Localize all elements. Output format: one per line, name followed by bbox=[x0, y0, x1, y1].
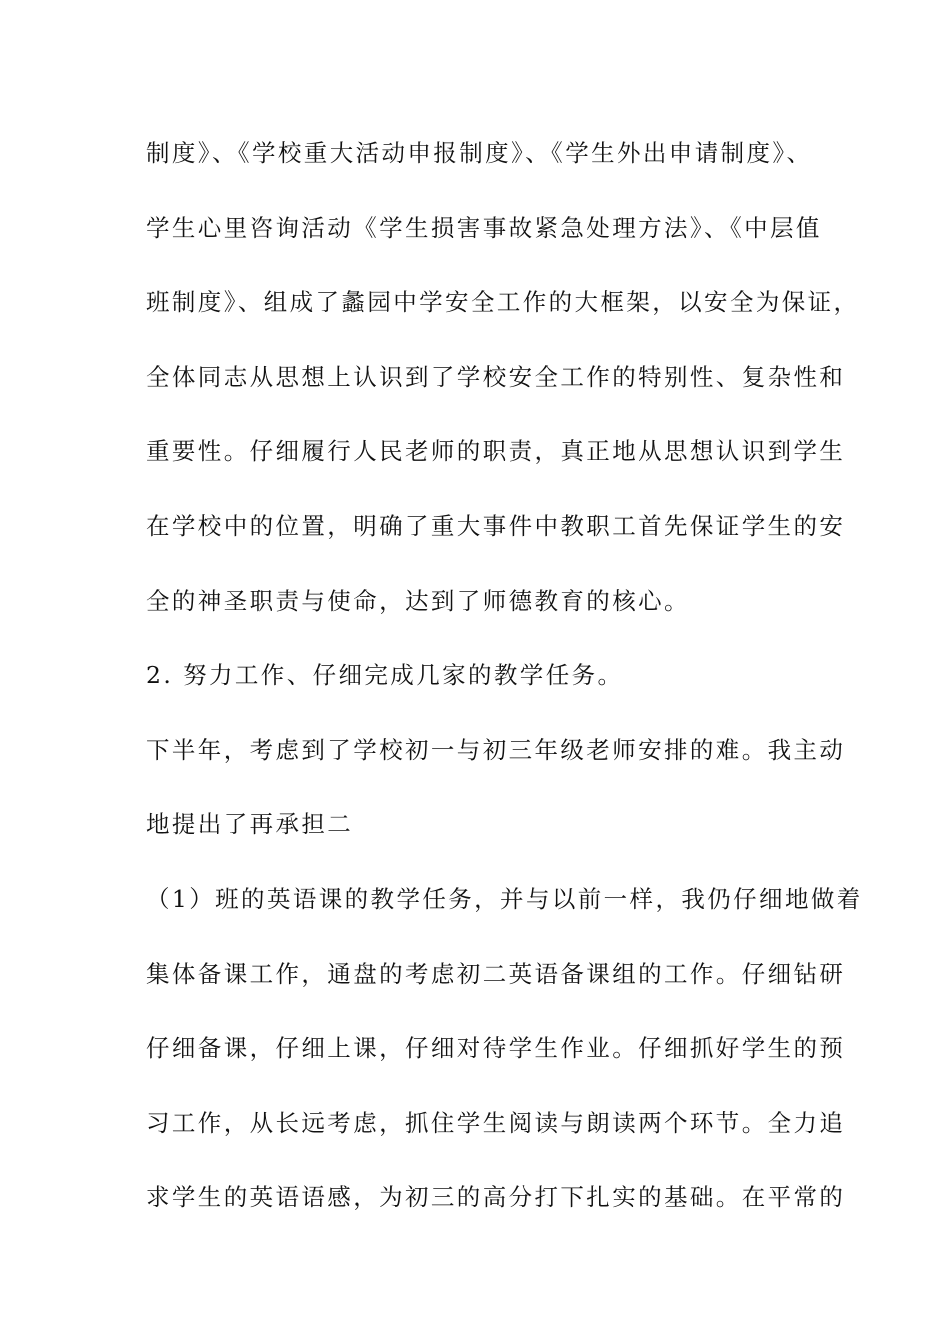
text-line-11: （1）班的英语课的教学任务，并与以前一样，我仍仔细地做着 bbox=[146, 884, 863, 913]
document-body bbox=[146, 131, 863, 1250]
text-line-10: 地提出了再承担二 bbox=[146, 810, 354, 839]
text-line-2: 学生心里咨询活动《学生损害事故紧急处理方法》、《中层值 bbox=[146, 213, 822, 242]
text-line-3: 班制度》、组成了蠡园中学安全工作的大框架，以安全为保证， bbox=[146, 288, 860, 317]
text-line-15: 求学生的英语语感，为初三的高分打下扎实的基础。在平常的 bbox=[146, 1183, 846, 1212]
text-line-6: 在学校中的位置，明确了重大事件中教职工首先保证学生的安 bbox=[146, 511, 846, 540]
text-line-4: 全体同志从思想上认识到了学校安全工作的特别性、复杂性和 bbox=[146, 362, 846, 391]
text-line-13: 仔细备课，仔细上课，仔细对待学生作业。仔细抓好学生的预 bbox=[146, 1034, 846, 1063]
text-line-1: 制度》、《学校重大活动申报制度》、《学生外出申请制度》、 bbox=[146, 139, 813, 167]
section-heading: 2. 努力工作、仔细完成几家的教学任务。 bbox=[146, 661, 624, 690]
text-line-12: 集体备课工作，通盘的考虑初二英语备课组的工作。仔细钻研 bbox=[146, 959, 846, 988]
text-line-7: 全的神圣职责与使命，达到了师德教育的核心。 bbox=[146, 586, 690, 615]
text-line-14: 习工作，从长远考虑，抓住学生阅读与朗读两个环节。全力追 bbox=[146, 1108, 846, 1137]
text-line-9: 下半年，考虑到了学校初一与初三年级老师安排的难。我主动 bbox=[146, 735, 846, 764]
text-line-5: 重要性。仔细履行人民老师的职责，真正地从思想认识到学生 bbox=[146, 437, 846, 466]
